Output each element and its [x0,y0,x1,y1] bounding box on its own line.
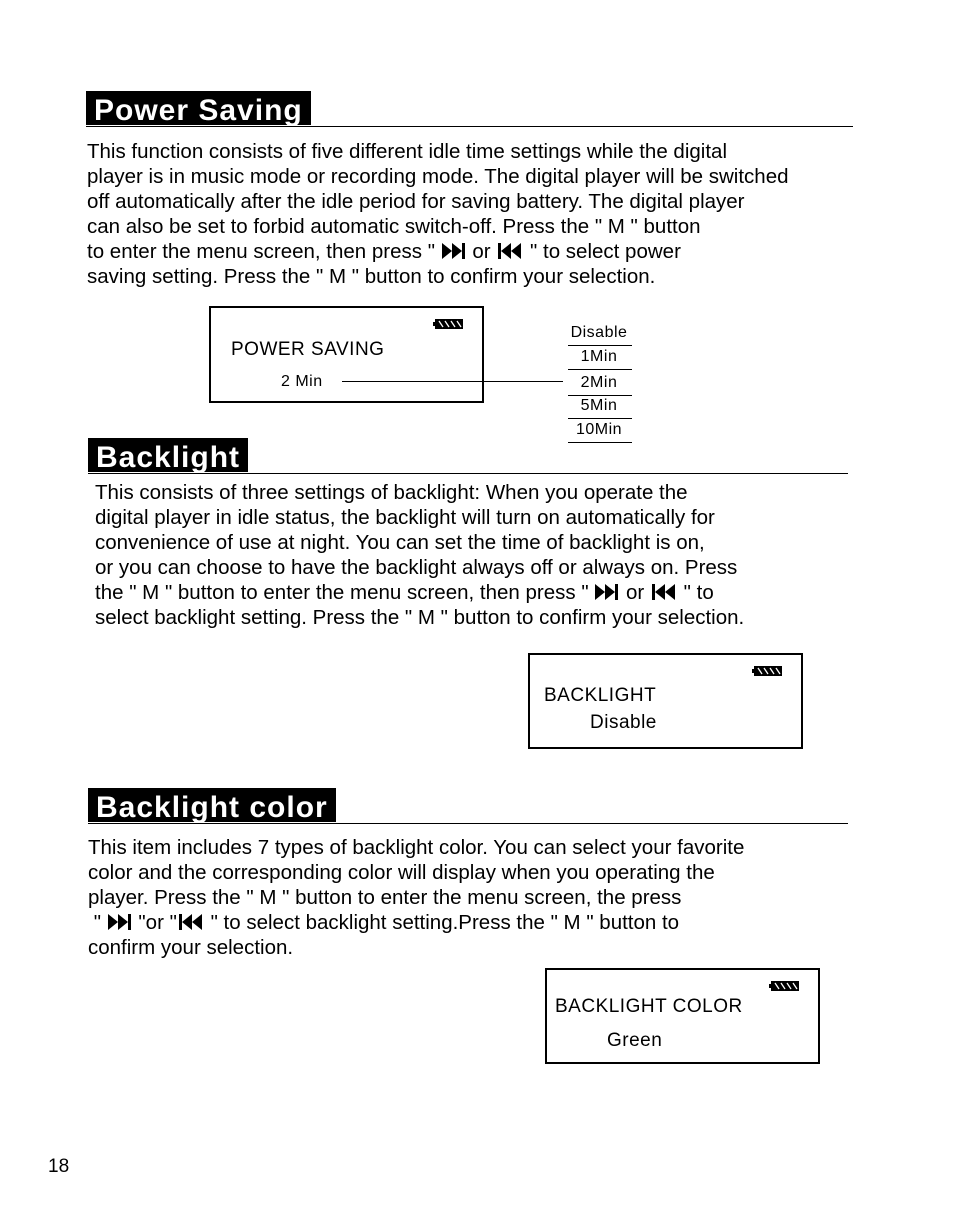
battery-icon [433,319,463,329]
text-line: can also be set to forbid automatic switch-off. Press the " M " button [87,215,701,238]
screen-value: Green [607,1030,663,1051]
battery-icon [752,666,782,676]
battery-icon [769,981,799,991]
skip-forward-icon [594,583,620,601]
skip-back-icon [177,913,205,931]
power-saving-screen [209,306,484,403]
skip-back-icon [496,242,524,260]
backlight-color-rule [88,823,848,824]
text-line: player. Press the " M " button to enter the menu screen, the press [88,886,682,909]
text-fragment: " to [683,581,714,604]
option-divider [568,442,632,443]
text-line: saving setting. Press the " M " button to confirm your selection. [87,265,656,288]
power-saving-rule [86,126,853,127]
skip-back-icon [650,583,678,601]
text-line: convenience of use at night. You can set the time of backlight is on, [95,531,705,554]
text-line [95,580,744,605]
text-fragment: to enter the menu screen, then press " [87,240,435,263]
text-fragment: "or " [138,911,177,934]
screen-title: BACKLIGHT [544,685,657,706]
backlight-text [95,480,744,630]
text-line: off automatically after the idle period for saving battery. The digital player [87,190,745,213]
text-fragment: the " M " button to enter the menu screen, then press " [95,581,589,604]
backlight-color-text [88,835,744,960]
text-line: This consists of three settings of backlight: When you operate the [95,481,688,504]
page-number: 18 [48,1156,70,1177]
option-5min: 5Min [580,397,618,414]
option-disable: Disable [570,324,628,341]
skip-forward-icon [441,242,467,260]
text-line: This item includes 7 types of backlight color. You can select your favorite [88,836,745,859]
skip-forward-icon [107,913,133,931]
option-divider [568,369,632,370]
text-line: select backlight setting. Press the " M " button to confirm your selection. [95,606,745,629]
text-line: color and the corresponding color will display when you operating the [88,861,715,884]
backlight-color-title: Backlight color [88,788,336,822]
option-divider [568,345,632,346]
backlight-rule [88,473,848,474]
text-line: or you can choose to have the backlight always off or always on. Press [95,556,738,579]
text-fragment: " to select backlight setting.Press the " M " button to [210,911,680,934]
text-line: This function consists of five different idle time settings while the digital [87,140,727,163]
option-divider [568,418,632,419]
text-fragment: " to select power [530,240,681,263]
screen-title: BACKLIGHT COLOR [555,996,743,1017]
backlight-screen [528,653,803,749]
option-1min: 1Min [580,348,618,365]
screen-value: 2 Min [281,373,323,390]
backlight-color-screen [545,968,820,1064]
option-2min: 2Min [580,374,618,391]
text-line [87,239,789,264]
option-divider [568,395,632,396]
screen-value: Disable [590,712,657,733]
text-line: digital player in idle status, the backlight will turn on automatically for [95,506,715,529]
text-fragment: or [472,240,491,263]
connector-line [342,381,563,382]
option-10min: 10Min [575,421,623,438]
power-saving-title: Power Saving [86,91,311,125]
text-line [88,910,744,935]
text-line: confirm your selection. [88,936,294,959]
text-line: player is in music mode or recording mode. The digital player will be switched [87,165,789,188]
text-fragment: or [626,581,645,604]
power-saving-text [87,139,789,289]
screen-title: POWER SAVING [231,339,385,360]
text-fragment: " [93,911,101,934]
backlight-title: Backlight [88,438,248,472]
